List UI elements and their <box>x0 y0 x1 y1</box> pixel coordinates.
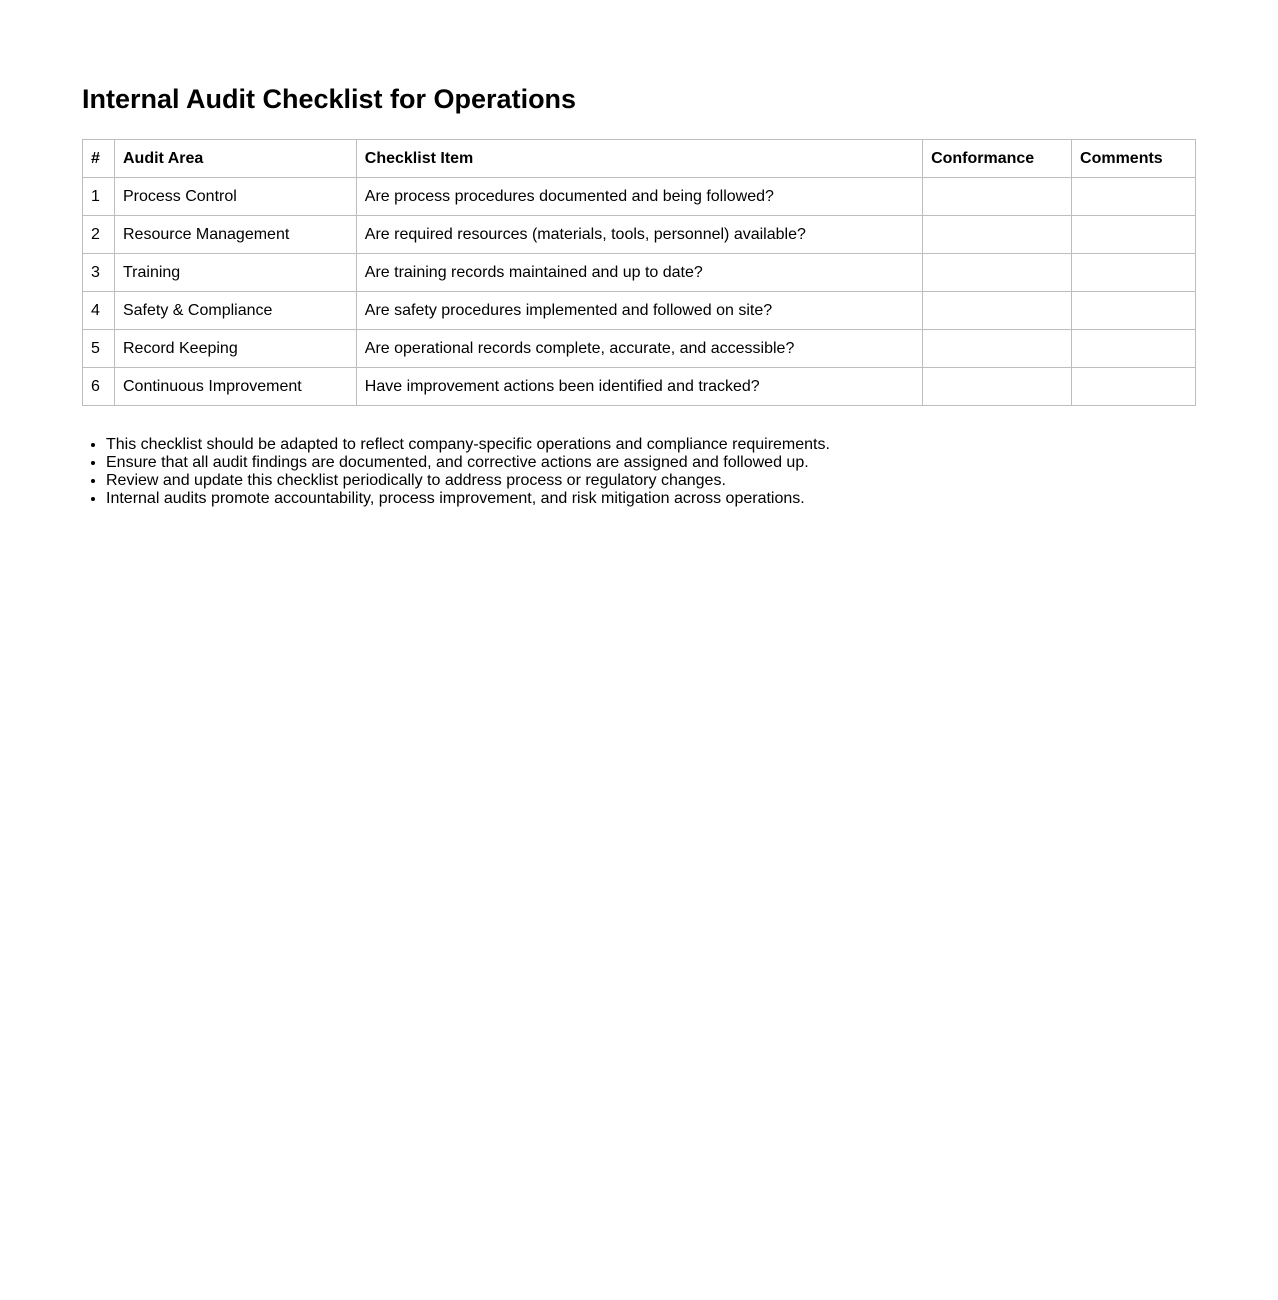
page-title: Internal Audit Checklist for Operations <box>82 84 577 114</box>
row-number: 6 <box>83 368 115 406</box>
row-conformance-cell[interactable] <box>923 292 1072 330</box>
row-conformance-cell[interactable] <box>923 330 1072 368</box>
row-comments-cell[interactable] <box>1072 292 1196 330</box>
header-conformance: Conformance <box>923 140 1072 178</box>
row-audit-area: Resource Management <box>114 216 356 254</box>
document-page <box>0 0 1278 507</box>
note-item: • This checklist should be adapted to reflect company-specific operations and compliance requirements. <box>106 436 830 454</box>
table-row <box>83 330 1196 368</box>
row-checklist-item: Are required resources (materials, tools, personnel) available? <box>356 216 922 254</box>
table-row <box>83 178 1196 216</box>
row-number: 1 <box>83 178 115 216</box>
row-checklist-item: Are training records maintained and up to date? <box>356 254 922 292</box>
row-conformance-cell[interactable] <box>923 368 1072 406</box>
row-audit-area: Record Keeping <box>114 330 356 368</box>
note-item: • Ensure that all audit findings are documented, and corrective actions are assigned and followed up. <box>106 454 830 472</box>
table-row <box>83 368 1196 406</box>
table-row <box>83 254 1196 292</box>
row-conformance-cell[interactable] <box>923 178 1072 216</box>
row-number: 3 <box>83 254 115 292</box>
row-audit-area: Process Control <box>114 178 356 216</box>
row-number: 4 <box>83 292 115 330</box>
audit-checklist-table <box>82 139 1196 406</box>
row-audit-area: Training <box>114 254 356 292</box>
header-comments: Comments <box>1072 140 1196 178</box>
row-checklist-item: Are operational records complete, accurate, and accessible? <box>356 330 922 368</box>
row-comments-cell[interactable] <box>1072 368 1196 406</box>
header-number: # <box>83 140 115 178</box>
header-checklist-item: Checklist Item <box>356 140 922 178</box>
table-row <box>83 216 1196 254</box>
table-row <box>83 292 1196 330</box>
row-comments-cell[interactable] <box>1072 178 1196 216</box>
row-comments-cell[interactable] <box>1072 254 1196 292</box>
row-audit-area: Safety & Compliance <box>114 292 356 330</box>
table-header-row <box>83 140 1196 178</box>
row-checklist-item: Are process procedures documented and being followed? <box>356 178 922 216</box>
row-number: 2 <box>83 216 115 254</box>
row-comments-cell[interactable] <box>1072 330 1196 368</box>
row-conformance-cell[interactable] <box>923 254 1072 292</box>
row-comments-cell[interactable] <box>1072 216 1196 254</box>
header-audit-area: Audit Area <box>114 140 356 178</box>
row-number: 5 <box>83 330 115 368</box>
notes-list <box>82 436 830 508</box>
row-checklist-item: Have improvement actions been identified and tracked? <box>356 368 922 406</box>
row-checklist-item: Are safety procedures implemented and followed on site? <box>356 292 922 330</box>
row-audit-area: Continuous Improvement <box>114 368 356 406</box>
note-item: • Review and update this checklist periodically to address process or regulatory changes. <box>106 472 830 490</box>
row-conformance-cell[interactable] <box>923 216 1072 254</box>
note-item: • Internal audits promote accountability, process improvement, and risk mitigation across operations. <box>106 490 830 508</box>
